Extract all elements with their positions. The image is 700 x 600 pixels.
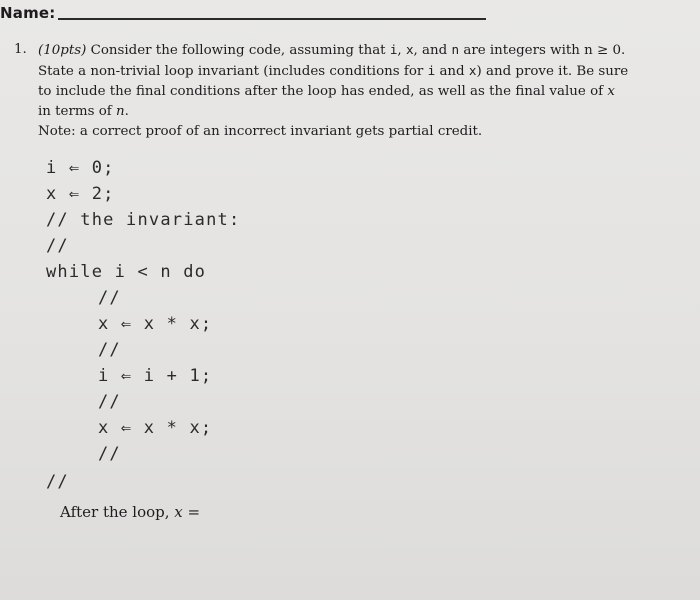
var-n: n — [451, 42, 460, 57]
note-line: Note: a correct proof of an incorrect invariant gets partial credit. — [38, 124, 483, 139]
statement-line-1: (10pts) Consider the following code, assuming that i, x, and n are integers with n ≥ 0. — [38, 42, 626, 58]
var-x: x — [405, 42, 414, 57]
code-line: i ⇐ 0; — [46, 158, 115, 178]
name-blank-line[interactable] — [58, 18, 486, 20]
var-i: i — [389, 42, 398, 57]
problem-1 — [14, 40, 684, 142]
after-loop-line: After the loop, x = — [60, 503, 201, 521]
code-line: x ⇐ x * x; — [98, 314, 213, 334]
code-comment-blank[interactable]: // — [98, 444, 121, 464]
code-line: x ⇐ 2; — [46, 184, 115, 204]
code-line: i ⇐ i + 1; — [98, 366, 213, 386]
points-label: (10pts) — [38, 43, 87, 58]
code-comment-invariant: // the invariant: — [46, 210, 241, 230]
code-while-line: while i < n do — [46, 262, 207, 282]
code-comment-blank[interactable]: // — [46, 236, 69, 256]
code-comment-blank[interactable]: // — [98, 288, 121, 308]
condition: n ≥ 0. — [584, 43, 626, 58]
problem-statement — [38, 40, 684, 142]
statement-line-4: in terms of n. — [38, 104, 129, 119]
code-line: x ⇐ x * x; — [98, 418, 213, 438]
code-comment-blank[interactable]: // — [98, 392, 121, 412]
code-comment-blank[interactable]: // — [46, 472, 69, 492]
problem-number: 1. — [14, 42, 27, 57]
statement-line-3: to include the final conditions after the loop has ended, as well as the final value of x — [38, 84, 615, 99]
name-label: Name: — [0, 4, 56, 22]
statement-line-2: State a non-trivial loop invariant (includes conditions for i and x) and prove it. Be sure — [38, 63, 629, 79]
code-comment-blank[interactable]: // — [98, 340, 121, 360]
